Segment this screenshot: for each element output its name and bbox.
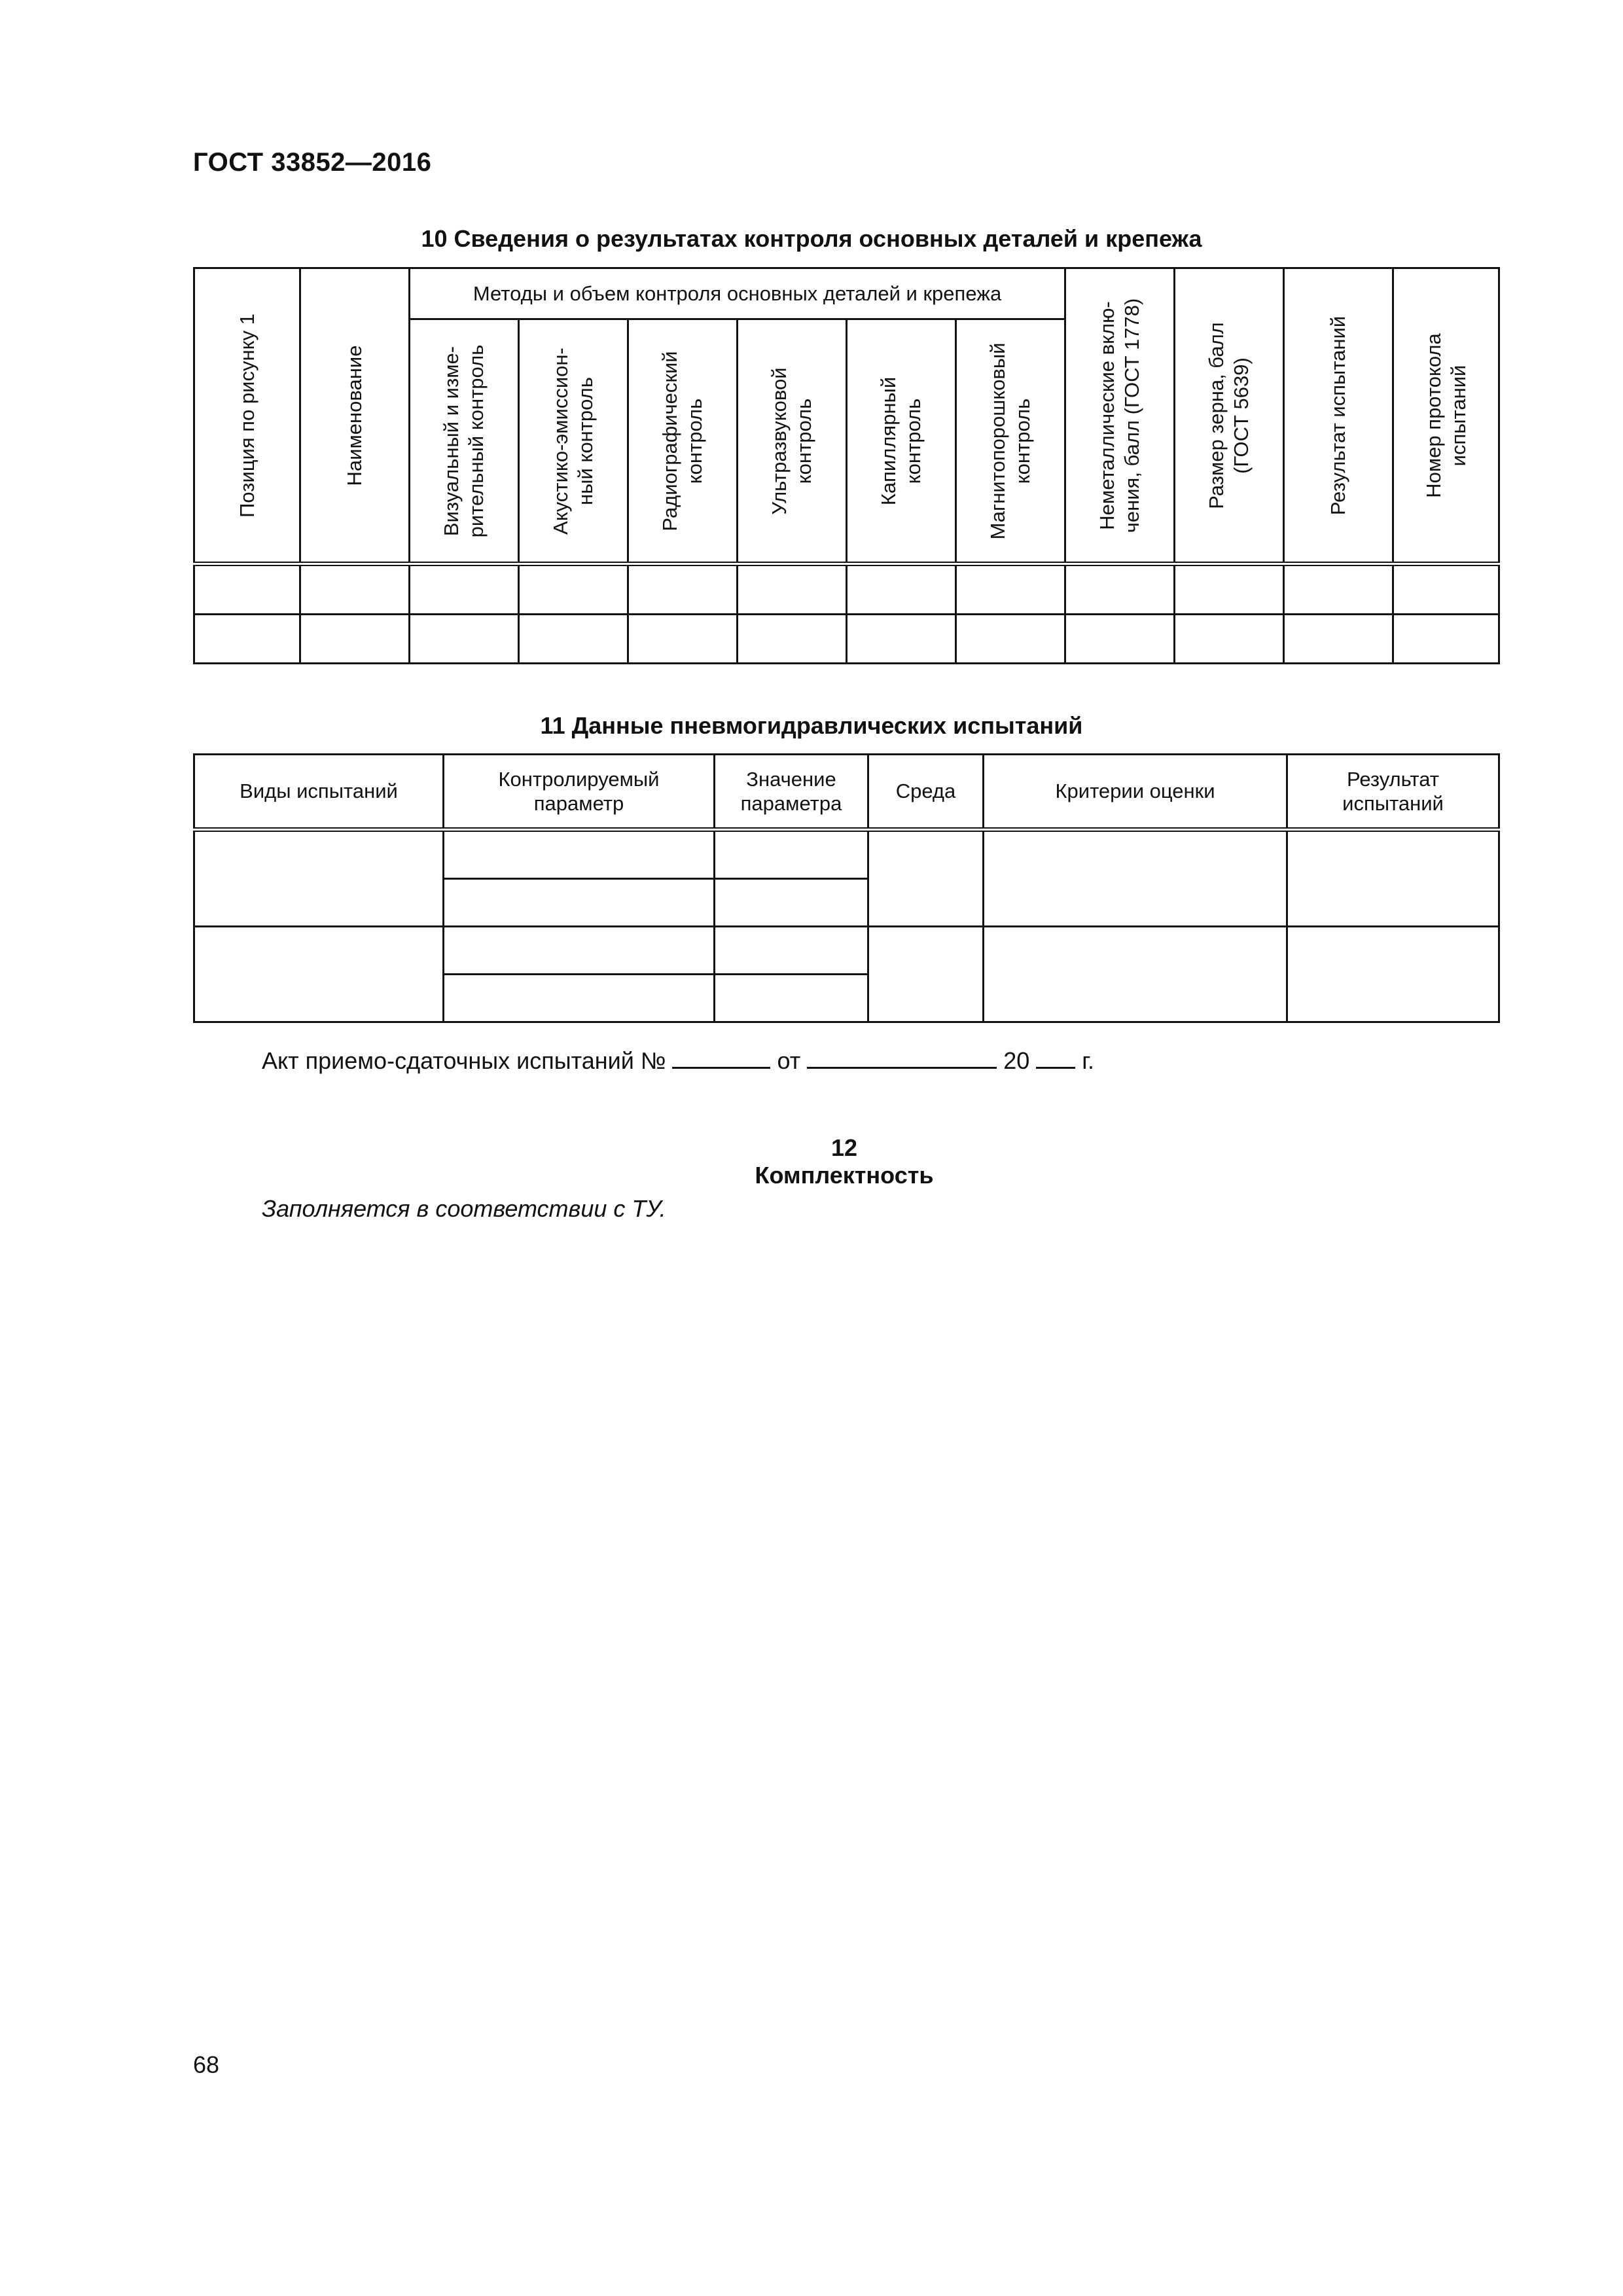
table-cell[interactable] [444,927,715,975]
header-line: Капиллярный [877,376,901,505]
act-year-blank[interactable] [1036,1047,1075,1069]
act-date-blank[interactable] [807,1047,997,1069]
header-line: (ГОСТ 5639) [1230,357,1253,474]
table-cell[interactable] [738,615,847,664]
table-cell[interactable] [1284,615,1393,664]
table-cell[interactable] [410,615,519,664]
col-position-header [194,268,300,564]
table-cell[interactable] [956,564,1065,615]
col-name-header [300,268,410,564]
col-parameter-header [444,755,715,830]
col-medium-header [868,755,984,830]
table-cell[interactable] [444,830,715,879]
table-cell[interactable] [1393,564,1499,615]
section-11-title: 11 Данные пневмогидравлических испытаний [540,712,1083,739]
table-cell[interactable] [715,830,868,879]
header-line: контроль [902,398,925,484]
table-cell[interactable] [628,615,738,664]
table-cell[interactable] [715,927,868,975]
header-line: ный контроль [574,376,597,505]
col-radiographic-header [628,319,738,564]
header-line: Наименование [343,345,366,486]
act-from-label: от [777,1047,801,1074]
header-line: Акустико-эмиссион- [549,347,573,535]
table-cell[interactable] [715,975,868,1022]
table-cell[interactable] [956,615,1065,664]
act-year-suffix: г. [1082,1047,1095,1074]
header-line: Визуальный и изме- [440,346,463,536]
act-prefix: Акт приемо-сдаточных испытаний № [262,1047,666,1074]
table-cell[interactable] [738,564,847,615]
table-cell[interactable] [194,927,444,1022]
document-header: ГОСТ 33852—2016 [193,148,432,177]
section-12-title: 12 Комплектность [755,1134,934,1189]
header-line: Номер протокола [1421,332,1445,498]
col-visual-header [410,319,519,564]
control-results-table [193,267,1500,664]
table-cell[interactable] [194,615,300,664]
table-row [194,830,1499,879]
act-year-prefix: 20 [1003,1047,1030,1074]
col-capillary-header [847,319,956,564]
header-line: испытаний [1342,792,1444,815]
table-cell[interactable] [715,879,868,927]
table-cell[interactable] [628,564,738,615]
col-result-header [1287,755,1499,830]
table-cell[interactable] [984,927,1287,1022]
table-row [194,927,1499,975]
header-line: Позиция по рисунку 1 [235,313,259,518]
table-row [194,564,1499,615]
header-line: Контролируемый [498,767,660,791]
header-line: Размер зерна, балл [1205,321,1228,509]
header-line: Критерии оценки [1055,780,1215,803]
header-line: контроль [793,398,815,484]
table-cell[interactable] [410,564,519,615]
table-cell[interactable] [300,615,410,664]
table-cell[interactable] [1175,615,1284,664]
act-number-blank[interactable] [672,1047,770,1069]
table-cell[interactable] [444,975,715,1022]
header-line: Виды испытаний [240,780,398,803]
table-cell[interactable] [1065,615,1175,664]
header-line: параметр [533,792,624,815]
table-cell[interactable] [444,879,715,927]
table-cell[interactable] [194,830,444,927]
table-cell[interactable] [1287,927,1499,1022]
header-line: Ультразвуковой [768,367,791,515]
header-line: Результат испытаний [1327,315,1350,515]
col-result-header [1284,268,1393,564]
table-cell[interactable] [194,564,300,615]
col-protocol-header [1393,268,1499,564]
header-line: испытаний [1446,365,1470,466]
table-cell[interactable] [300,564,410,615]
header-line: Магнитопорошковый [986,342,1010,539]
acceptance-act-line [262,1047,1094,1075]
table-cell[interactable] [519,615,628,664]
table-row [194,615,1499,664]
table-cell[interactable] [847,564,956,615]
table-cell[interactable] [847,615,956,664]
header-line: Результат [1347,767,1439,791]
header-line: чения, балл (ГОСТ 1778) [1120,298,1144,533]
header-line: Неметаллические вклю- [1096,300,1119,530]
table-cell[interactable] [868,927,984,1022]
pneumohydraulic-tests-table [193,753,1500,1023]
completeness-note: Заполняется в соответствии с ТУ. [262,1195,666,1222]
header-line: Среда [895,780,956,803]
header-line: рительный контроль [465,344,488,537]
section-10-title: 10 Сведения о результатах контроля основных деталей и крепежа [421,225,1202,252]
col-magnetic-header [956,319,1065,564]
header-line: Радиографический [658,350,682,531]
methods-group-header: Методы и объем контроля основных деталей и крепежа [410,268,1065,319]
col-value-header [715,755,868,830]
col-nonmetal-header [1065,268,1175,564]
header-line: контроль [683,398,706,484]
col-test-type-header [194,755,444,830]
header-line: Значение [746,767,836,791]
col-ultrasonic-header [738,319,847,564]
table-cell[interactable] [984,830,1287,927]
page-number: 68 [193,2051,220,2078]
table-cell[interactable] [1393,615,1499,664]
header-line: параметра [740,792,842,815]
col-criteria-header [984,755,1287,830]
table-cell[interactable] [868,830,984,927]
table-cell[interactable] [519,564,628,615]
col-acoustic-header [519,319,628,564]
table-cell[interactable] [1175,564,1284,615]
table-cell[interactable] [1287,830,1499,927]
table-cell[interactable] [1284,564,1393,615]
header-line: контроль [1011,398,1035,484]
table-cell[interactable] [1065,564,1175,615]
col-grain-header [1175,268,1284,564]
